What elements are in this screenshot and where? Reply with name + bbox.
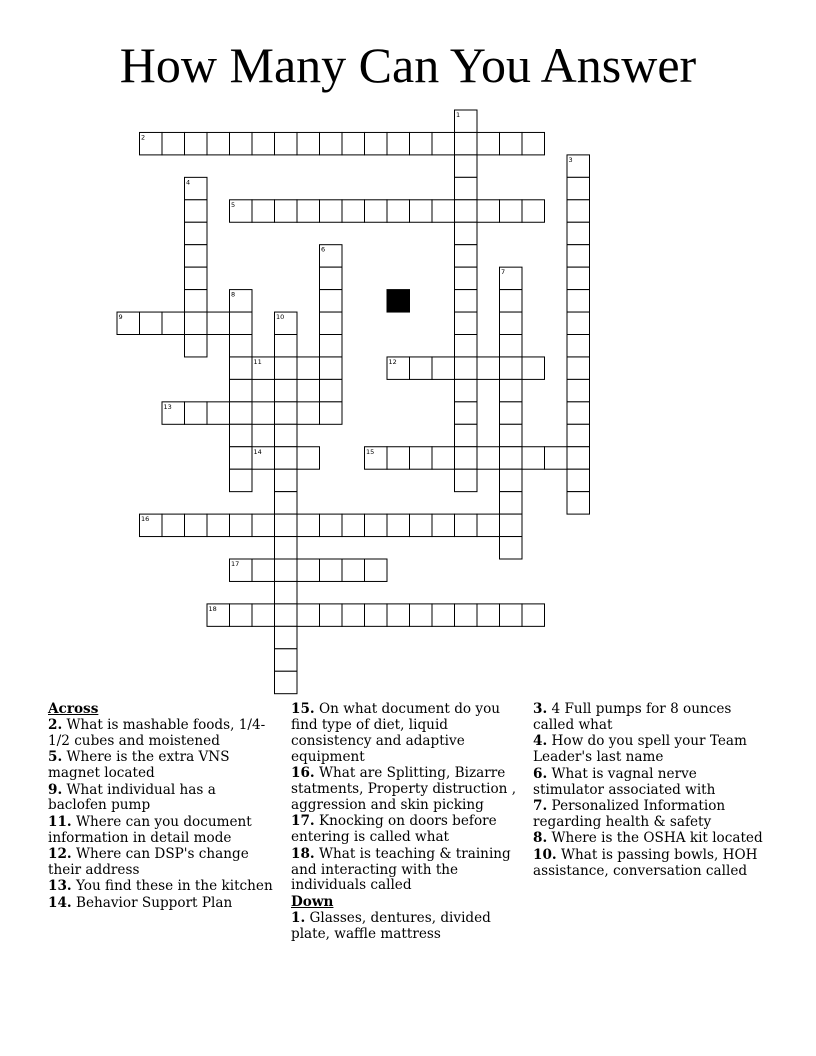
crossword-cell[interactable]	[275, 469, 298, 491]
clue-down-6	[533, 767, 765, 799]
crossword-cell[interactable]	[230, 402, 253, 424]
crossword-cell[interactable]	[455, 335, 478, 357]
crossword-cell[interactable]	[365, 604, 388, 626]
clue-number: 15.	[291, 701, 315, 717]
crossword-cell[interactable]	[297, 132, 320, 154]
crossword-cell[interactable]	[387, 514, 410, 536]
crossword-cell[interactable]	[432, 132, 455, 154]
clue-across-17	[291, 814, 519, 846]
crossword-cell[interactable]	[207, 514, 230, 536]
crossword-cell[interactable]	[455, 312, 478, 334]
cell-number: 3	[568, 155, 573, 164]
crossword-cell[interactable]	[320, 245, 343, 267]
clue-across-16	[291, 766, 519, 814]
clue-down-4	[533, 734, 765, 766]
clue-text: 4 Full pumps for 8 ounces called what	[533, 701, 732, 733]
cell-number: 13	[163, 402, 172, 411]
clue-across-12	[48, 847, 276, 879]
crossword-cell[interactable]	[567, 492, 590, 514]
clue-across-15	[291, 702, 519, 766]
crossword-cell[interactable]	[297, 559, 320, 581]
down-heading: Down	[291, 893, 334, 910]
clue-number: 9.	[48, 781, 63, 798]
crossword-cell[interactable]	[410, 357, 433, 379]
crossword-cell[interactable]	[522, 604, 545, 626]
crossword-cell[interactable]	[365, 132, 388, 154]
crossword-cell[interactable]	[275, 424, 298, 446]
crossword-cell[interactable]	[297, 514, 320, 536]
cell-number: 12	[388, 357, 397, 366]
crossword-cell[interactable]	[140, 312, 163, 334]
crossword-cell[interactable]	[387, 447, 410, 469]
clue-text: Where is the OSHA kit located	[551, 830, 763, 847]
crossword-cell[interactable]	[230, 379, 253, 401]
crossword-cell[interactable]	[252, 200, 275, 222]
crossword-cell[interactable]	[500, 200, 523, 222]
clue-down-1	[291, 911, 519, 943]
crossword-cell[interactable]	[207, 132, 230, 154]
crossword-cell[interactable]	[365, 447, 388, 469]
crossword-cell[interactable]	[342, 200, 365, 222]
clue-across-2	[48, 718, 276, 750]
crossword-cell[interactable]	[567, 222, 590, 244]
crossword-cell[interactable]	[365, 514, 388, 536]
clue-text: Where is the extra VNS magnet located	[48, 749, 230, 782]
crossword-cell[interactable]	[567, 200, 590, 222]
cell-number: 15	[366, 447, 375, 456]
clue-text: What is vagnal nerve stimulator associated with	[533, 765, 716, 798]
crossword-cell[interactable]	[567, 379, 590, 401]
crossword-cell[interactable]	[455, 177, 478, 199]
crossword-cell[interactable]	[320, 335, 343, 357]
crossword-cell[interactable]	[567, 267, 590, 289]
crossword-cell[interactable]	[230, 469, 253, 491]
crossword-cell[interactable]	[185, 132, 208, 154]
clue-across-9	[48, 783, 276, 815]
crossword-cell[interactable]	[477, 132, 500, 154]
crossword-cell[interactable]	[455, 447, 478, 469]
crossword-cell[interactable]	[297, 402, 320, 424]
crossword-cell[interactable]	[567, 402, 590, 424]
crossword-cell[interactable]	[320, 290, 343, 312]
crossword-cell[interactable]	[320, 267, 343, 289]
clues-column-2	[291, 702, 519, 943]
crossword-cell[interactable]	[500, 469, 523, 491]
crossword-cell[interactable]	[185, 267, 208, 289]
clue-text: On what document do you find type of diet, liquid consistency and adaptive equipment	[291, 701, 501, 765]
crossword-cell[interactable]	[477, 514, 500, 536]
clues-column-3	[533, 702, 765, 880]
crossword-cell[interactable]	[275, 312, 298, 334]
crossword-cell[interactable]	[567, 335, 590, 357]
cell-number: 5	[231, 200, 236, 209]
crossword-cell[interactable]	[185, 335, 208, 357]
clue-number: 18.	[291, 845, 315, 862]
crossword-cell[interactable]	[297, 447, 320, 469]
crossword-cell[interactable]	[275, 492, 298, 514]
clue-text: Where can DSP's change their address	[48, 846, 249, 879]
crossword-cell[interactable]	[567, 245, 590, 267]
crossword-cell[interactable]	[185, 177, 208, 199]
clue-number: 10.	[533, 846, 557, 863]
crossword-cell[interactable]	[477, 604, 500, 626]
clue-down-7	[533, 799, 765, 831]
crossword-cell[interactable]	[365, 200, 388, 222]
crossword-cell[interactable]	[297, 604, 320, 626]
crossword-cell[interactable]	[230, 424, 253, 446]
crossword-cell[interactable]	[500, 267, 523, 289]
crossword-cell[interactable]	[500, 402, 523, 424]
crossword-cell[interactable]	[252, 604, 275, 626]
crossword-cell[interactable]	[500, 290, 523, 312]
crossword-cell[interactable]	[522, 200, 545, 222]
crossword-cell[interactable]	[522, 447, 545, 469]
crossword-cell[interactable]	[387, 200, 410, 222]
crossword-cell[interactable]	[140, 132, 163, 154]
clue-number: 3.	[533, 701, 548, 717]
crossword-cell[interactable]	[275, 335, 298, 357]
crossword-cell[interactable]	[545, 447, 568, 469]
crossword-cell[interactable]	[477, 200, 500, 222]
crossword-cell[interactable]	[432, 357, 455, 379]
crossword-cell[interactable]	[117, 312, 140, 334]
crossword-cell[interactable]	[185, 290, 208, 312]
crossword-cell[interactable]	[567, 357, 590, 379]
crossword-cell[interactable]	[500, 604, 523, 626]
clue-number: 4.	[533, 733, 548, 750]
cell-number: 11	[253, 357, 262, 366]
crossword-cell[interactable]	[275, 379, 298, 401]
crossword-cell[interactable]	[500, 514, 523, 536]
crossword-cell[interactable]	[410, 604, 433, 626]
crossword-cell[interactable]	[500, 492, 523, 514]
clue-number: 8.	[533, 830, 548, 847]
crossword-cell[interactable]	[500, 537, 523, 559]
crossword-cell[interactable]	[455, 357, 478, 379]
crossword-cell[interactable]	[275, 626, 298, 648]
crossword-cell[interactable]	[320, 514, 343, 536]
crossword-cell[interactable]	[432, 200, 455, 222]
crossword-cell[interactable]	[477, 447, 500, 469]
cell-number: 6	[321, 245, 326, 254]
crossword-cell[interactable]	[162, 514, 185, 536]
clue-text: What is mashable foods, 1/4-1/2 cubes and moistened	[48, 716, 266, 749]
crossword-cell[interactable]	[230, 604, 253, 626]
crossword-cell[interactable]	[455, 222, 478, 244]
crossword-cell[interactable]	[342, 132, 365, 154]
crossword-cell[interactable]	[432, 447, 455, 469]
crossword-cell[interactable]	[455, 267, 478, 289]
crossword-cell[interactable]	[140, 514, 163, 536]
clue-number: 11.	[48, 813, 72, 830]
crossword-cell[interactable]	[230, 357, 253, 379]
crossword-cell[interactable]	[185, 222, 208, 244]
crossword-cell[interactable]	[275, 200, 298, 222]
crossword-cell[interactable]	[500, 335, 523, 357]
crossword-cell[interactable]	[500, 379, 523, 401]
crossword-cell[interactable]	[275, 514, 298, 536]
cell-number: 2	[141, 133, 146, 142]
clue-number: 7.	[533, 797, 548, 814]
clue-text: Where can you document information in detail mode	[48, 813, 252, 846]
clue-number: 2.	[48, 716, 63, 733]
crossword-cell[interactable]	[320, 312, 343, 334]
crossword-cell[interactable]	[455, 402, 478, 424]
crossword-cell[interactable]	[387, 604, 410, 626]
crossword-cell[interactable]	[275, 559, 298, 581]
clue-down-8	[533, 831, 765, 847]
crossword-cell[interactable]	[455, 604, 478, 626]
crossword-cell[interactable]	[455, 379, 478, 401]
crossword-cell[interactable]	[410, 447, 433, 469]
crossword-cell[interactable]	[162, 312, 185, 334]
clue-text: Personalized Information regarding health & safety	[533, 797, 726, 830]
cell-number: 18	[208, 604, 217, 613]
crossword-cell[interactable]	[207, 402, 230, 424]
crossword-cell[interactable]	[432, 604, 455, 626]
clue-text: Knocking on doors before entering is called what	[291, 813, 497, 846]
crossword-cell[interactable]	[567, 424, 590, 446]
crossword-cell[interactable]	[320, 132, 343, 154]
crossword-cell[interactable]	[275, 132, 298, 154]
crossword-cell[interactable]	[275, 604, 298, 626]
crossword-cell[interactable]	[185, 514, 208, 536]
crossword-cell[interactable]	[275, 649, 298, 671]
cell-number: 17	[231, 560, 240, 568]
crossword-cell[interactable]	[455, 424, 478, 446]
cell-number: 7	[501, 268, 506, 277]
crossword-cell[interactable]	[567, 469, 590, 491]
crossword-cell[interactable]	[252, 447, 275, 469]
cell-number: 9	[118, 313, 123, 322]
crossword-cell[interactable]	[185, 200, 208, 222]
crossword-cell[interactable]	[230, 514, 253, 536]
crossword-cell[interactable]	[500, 357, 523, 379]
crossword-cell[interactable]	[342, 514, 365, 536]
crossword-cell[interactable]	[477, 357, 500, 379]
crossword-cell[interactable]	[252, 402, 275, 424]
clue-number: 5.	[48, 749, 63, 766]
cell-number: 4	[186, 178, 191, 187]
crossword-cell[interactable]	[252, 514, 275, 536]
clue-number: 17.	[291, 813, 315, 830]
crossword-cell[interactable]	[320, 200, 343, 222]
crossword-cell[interactable]	[567, 290, 590, 312]
crossword-cell[interactable]	[567, 155, 590, 177]
clue-text: What is passing bowls, HOH assistance, conversation called	[533, 846, 758, 879]
cell-number: 10	[276, 313, 285, 322]
crossword-cell[interactable]	[275, 581, 298, 603]
clue-down-3	[533, 702, 765, 734]
crossword-cell[interactable]	[320, 402, 343, 424]
crossword-cell[interactable]	[522, 357, 545, 379]
crossword-cell[interactable]	[500, 424, 523, 446]
crossword-cell[interactable]	[230, 290, 253, 312]
clue-text: Glasses, dentures, divided plate, waffle mattress	[291, 909, 491, 942]
crossword-cell[interactable]	[230, 200, 253, 222]
crossword-cell[interactable]	[162, 402, 185, 424]
crossword-cell[interactable]	[455, 200, 478, 222]
clue-number: 16.	[291, 765, 315, 782]
crossword-cell[interactable]	[297, 200, 320, 222]
crossword-cell[interactable]	[275, 402, 298, 424]
crossword-cell[interactable]	[455, 290, 478, 312]
crossword-cell[interactable]	[275, 447, 298, 469]
clue-across-5	[48, 750, 276, 782]
across-heading: Across	[48, 701, 99, 717]
crossword-cell[interactable]	[500, 447, 523, 469]
crossword-cell[interactable]	[275, 671, 298, 693]
crossword-cell[interactable]	[230, 312, 253, 334]
crossword-cell[interactable]	[455, 110, 478, 132]
crossword-cell[interactable]	[387, 357, 410, 379]
crossword-cell[interactable]	[320, 357, 343, 379]
clue-across-11	[48, 815, 276, 847]
crossword-cell[interactable]	[230, 447, 253, 469]
crossword-cell[interactable]	[252, 357, 275, 379]
clue-text: You find these in the kitchen	[75, 878, 273, 895]
crossword-cell[interactable]	[342, 559, 365, 581]
cell-number: 8	[231, 290, 236, 299]
crossword-cell[interactable]	[275, 357, 298, 379]
clue-number: 1.	[291, 909, 306, 926]
crossword-cell[interactable]	[567, 447, 590, 469]
clue-text: How do you spell your Team Leader's last name	[533, 733, 747, 766]
clue-number: 12.	[48, 846, 72, 863]
crossword-cell[interactable]	[185, 245, 208, 267]
crossword-cell[interactable]	[162, 132, 185, 154]
crossword-cell[interactable]	[387, 132, 410, 154]
clue-text: What individual has a baclofen pump	[48, 781, 216, 814]
crossword-cell[interactable]	[432, 514, 455, 536]
crossword-cell[interactable]	[500, 312, 523, 334]
crossword-cell[interactable]	[230, 335, 253, 357]
clue-number: 14.	[48, 894, 72, 911]
clue-across-18	[291, 847, 519, 895]
black-square	[387, 290, 410, 312]
crossword-cell[interactable]	[207, 312, 230, 334]
clue-down-10	[533, 848, 765, 880]
crossword-cell[interactable]	[522, 132, 545, 154]
crossword-cell[interactable]	[455, 245, 478, 267]
crossword-cell[interactable]	[500, 132, 523, 154]
crossword-cell[interactable]	[320, 559, 343, 581]
crossword-cell[interactable]	[567, 177, 590, 199]
crossword-cell[interactable]	[410, 132, 433, 154]
crossword-cell[interactable]	[297, 357, 320, 379]
crossword-cell[interactable]	[252, 132, 275, 154]
clue-text: Behavior Support Plan	[75, 894, 233, 911]
clue-number: 6.	[533, 765, 548, 782]
crossword-cell[interactable]	[185, 402, 208, 424]
crossword-cell[interactable]	[252, 559, 275, 581]
crossword-cell[interactable]	[410, 200, 433, 222]
clue-across-14	[48, 896, 276, 912]
clue-text: What are Splitting, Bizarre statments, Property distruction , aggression and skin picking	[291, 765, 517, 813]
clue-number: 13.	[48, 878, 72, 895]
crossword-cell[interactable]	[230, 132, 253, 154]
crossword-cell[interactable]	[455, 514, 478, 536]
crossword-cell[interactable]	[365, 559, 388, 581]
cell-number: 16	[141, 515, 150, 524]
clue-text: What is teaching & training and interacting with the individuals called	[291, 845, 511, 894]
crossword-cell[interactable]	[207, 604, 230, 626]
cell-number: 1	[456, 111, 461, 119]
clue-across-13	[48, 879, 276, 895]
crossword-cell[interactable]	[410, 514, 433, 536]
crossword-cell[interactable]	[320, 379, 343, 401]
crossword-cell[interactable]	[455, 155, 478, 177]
crossword-cell[interactable]	[567, 312, 590, 334]
crossword-cell[interactable]	[275, 537, 298, 559]
clues-column-1	[48, 702, 276, 912]
crossword-cell[interactable]	[185, 312, 208, 334]
crossword-cell[interactable]	[320, 604, 343, 626]
page-title: How Many Can You Answer	[119, 37, 697, 93]
crossword-cell[interactable]	[342, 604, 365, 626]
crossword-cell[interactable]	[455, 469, 478, 491]
cell-number: 14	[253, 447, 262, 456]
crossword-cell[interactable]	[455, 132, 478, 154]
crossword-cell[interactable]	[230, 559, 253, 581]
